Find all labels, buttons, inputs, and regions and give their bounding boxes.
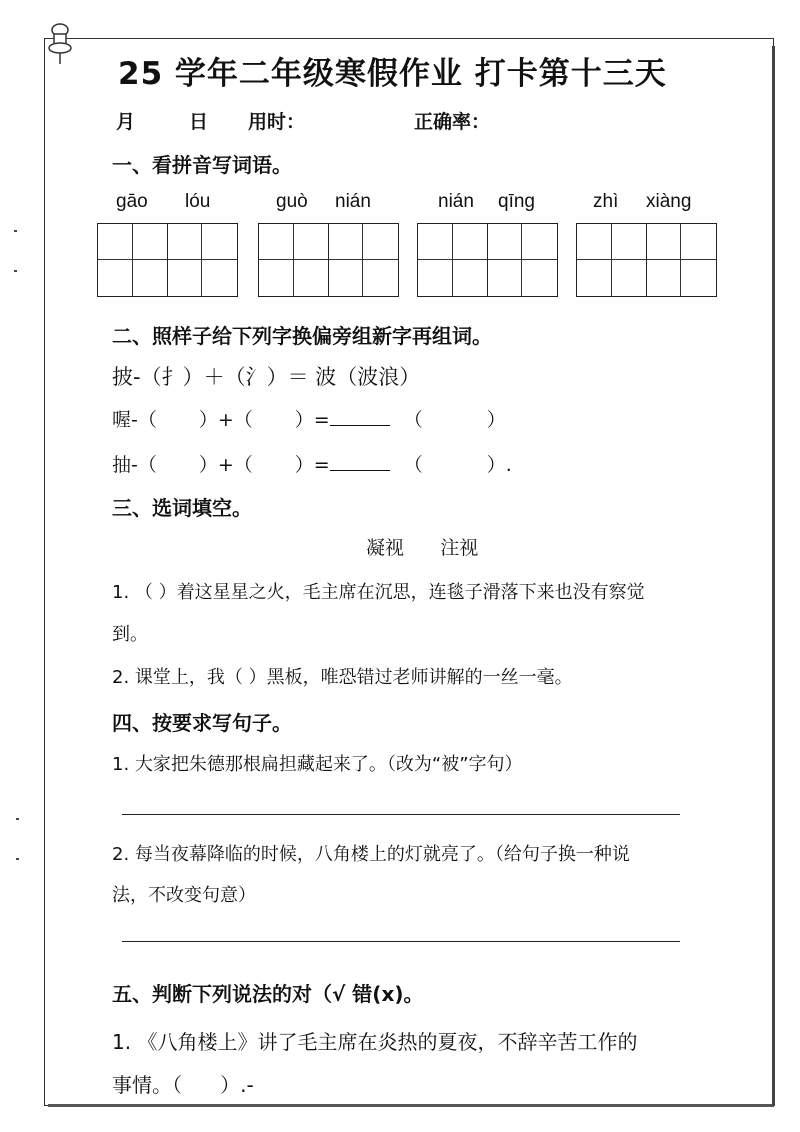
section-4-heading: 四、按要求写句子。 [112,711,292,735]
question-3-2: 2. 课堂上，我（ ）黑板，唯恐错过老师讲解的一丝一毫。 [112,667,573,688]
section-5-heading: 五、判断下列说法的对（√ 错(x)。 [112,982,424,1006]
pinyin: gāo [116,191,148,212]
pinyin: lóu [185,191,211,212]
answer-blank[interactable] [330,407,390,426]
pinyin: nián [335,191,371,212]
row-char: 抽-（ [112,454,157,476]
pinyin: zhì [593,191,619,212]
writing-grid[interactable] [417,223,558,297]
scan-mark [14,230,17,232]
paren-open: （ [403,409,423,431]
answer-line[interactable] [122,941,680,942]
page-edge-right [772,46,775,1106]
section-2-heading: 二、照样子给下列字换偏旁组新字再组词。 [112,324,492,348]
word-choices: 凝视 注视 [366,537,479,559]
question-4-1: 1. 大家把朱德那根扁担藏起来了。（改为“被”字句） [112,754,523,775]
writing-grid[interactable] [258,223,399,297]
pushpin-icon [47,22,73,66]
exercise-row-2 [112,450,512,477]
pinyin: guò [276,191,308,212]
page-title: 25 学年二年级寒假作业 打卡第十三天 [118,56,667,92]
scan-mark [16,858,19,860]
page-edge [48,1104,774,1107]
writing-grid[interactable] [576,223,717,297]
answer-line[interactable] [122,814,680,815]
pinyin: qīng [498,191,535,212]
scan-mark [16,818,19,820]
example-line: 披-（扌）＋（氵）＝ 波（波浪） [112,365,421,389]
question-5-1: 1. 《八角楼上》讲了毛主席在炎热的夏夜，不辞辛苦工作的 [112,1030,638,1054]
paren-close: ）. [486,454,512,476]
question-3-1-cont: 到。 [112,624,148,645]
pinyin: nián [438,191,474,212]
answer-blank[interactable] [330,452,390,471]
question-3-1: 1. （ ）着这星星之火，毛主席在沉思，连毯子滑落下来也没有察觉 [112,582,645,603]
month-label: 月 [116,111,136,133]
question-4-2: 2. 每当夜幕降临的时候，八角楼上的灯就亮了。（给句子换一种说 [112,844,630,865]
equals-sign: ）= [294,454,330,476]
paren-close: ） [486,409,506,431]
question-5-1-cont: 事情。（ ）.- [112,1073,254,1097]
row-char: 喔-（ [112,409,157,431]
scan-mark [14,270,17,272]
accuracy-label: 正确率： [414,111,491,133]
equals-sign: ）= [294,409,330,431]
exercise-row-1 [112,405,506,432]
section-3-heading: 三、选词填空。 [112,496,252,520]
plus-sign: ）+（ [198,454,253,476]
writing-grid[interactable] [97,223,238,297]
plus-sign: ）+（ [198,409,253,431]
day-label: 日 [189,111,209,133]
paren-open: （ [403,454,423,476]
section-1-heading: 一、看拼音写词语。 [112,153,292,177]
pinyin: xiàng [646,191,692,212]
question-4-2-cont: 法，不改变句意） [112,885,256,906]
time-used-label: 用时： [248,111,306,133]
